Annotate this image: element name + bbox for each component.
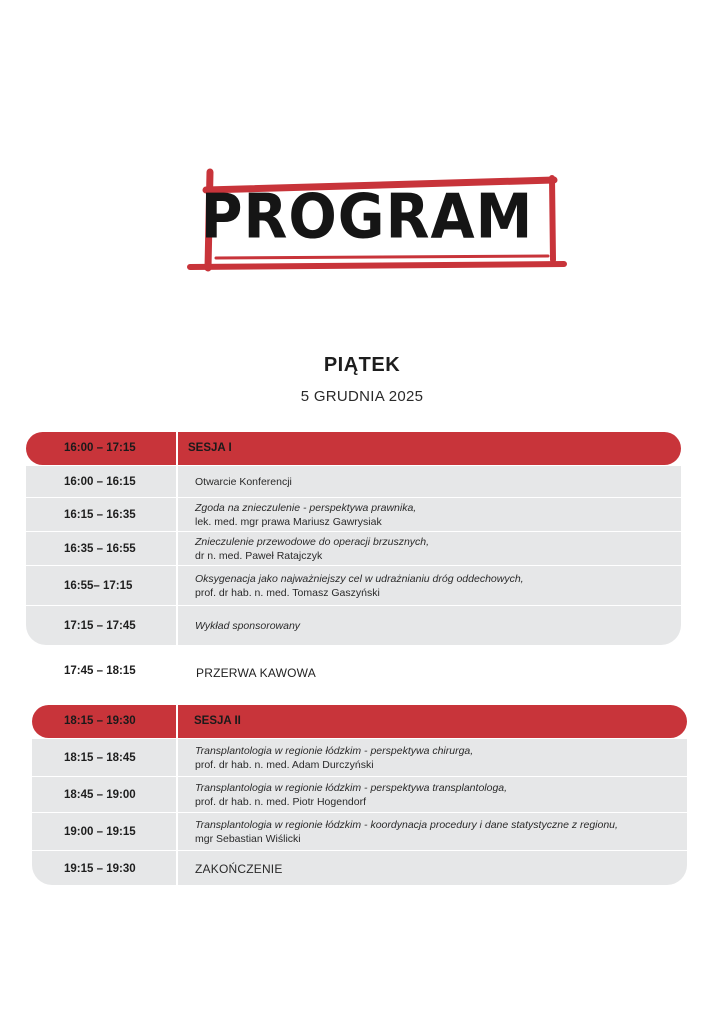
session-2-table bbox=[32, 738, 687, 885]
table-row bbox=[32, 812, 687, 851]
table-row bbox=[26, 605, 681, 646]
session-2-title: SESJA II bbox=[194, 715, 241, 727]
row-desc bbox=[195, 566, 524, 606]
row-desc bbox=[195, 606, 300, 646]
row-time: 18:15 – 18:45 bbox=[64, 752, 136, 764]
row-speaker: prof. dr hab. n. med. Piotr Hogendorf bbox=[195, 796, 367, 808]
table-row bbox=[26, 565, 681, 606]
row-time: 16:35 – 16:55 bbox=[64, 543, 136, 555]
session-2-time: 18:15 – 19:30 bbox=[64, 715, 136, 727]
session-2-header bbox=[32, 705, 687, 738]
row-title: Transplantologia w regionie łódzkim - perspektywa chirurga, bbox=[195, 745, 474, 757]
row-desc bbox=[195, 466, 292, 498]
day-name: PIĄTEK bbox=[323, 354, 401, 376]
row-time: 16:00 – 16:15 bbox=[64, 476, 136, 488]
row-time: 16:55– 17:15 bbox=[64, 580, 133, 592]
row-speaker: lek. med. mgr prawa Mariusz Gawrysiak bbox=[195, 516, 382, 528]
session-1-header bbox=[26, 432, 681, 465]
break-time: 17:45 – 18:15 bbox=[64, 665, 136, 677]
row-time: 16:15 – 16:35 bbox=[64, 509, 136, 521]
row-title: Transplantologia w regionie łódzkim - koordynacja procedury i dane statystyczne z regionu, bbox=[195, 819, 618, 831]
program-title: PROGRAM bbox=[200, 181, 534, 253]
row-time: 18:45 – 19:00 bbox=[64, 789, 136, 801]
row-desc bbox=[195, 851, 283, 886]
session-1-time: 16:00 – 17:15 bbox=[64, 442, 136, 454]
table-row bbox=[32, 850, 687, 886]
table-row bbox=[32, 738, 687, 777]
row-speaker: prof. dr hab. n. med. Adam Durczyński bbox=[195, 759, 374, 771]
row-speaker: prof. dr hab. n. med. Tomasz Gaszyński bbox=[195, 587, 380, 599]
row-title: Znieczulenie przewodowe do operacji brzusznych, bbox=[195, 536, 430, 548]
row-title: Wykład sponsorowany bbox=[195, 620, 301, 632]
row-desc bbox=[195, 813, 618, 851]
row-time: 19:00 – 19:15 bbox=[64, 826, 136, 838]
table-row bbox=[32, 776, 687, 813]
row-time: 17:15 – 17:45 bbox=[64, 620, 136, 632]
session-2-divider bbox=[176, 705, 178, 738]
day-date: 5 GRUDNIA 2025 bbox=[300, 388, 424, 405]
row-title: Zgoda na znieczulenie - perspektywa prawnika, bbox=[195, 502, 417, 514]
table-row bbox=[26, 465, 681, 498]
table-row bbox=[26, 531, 681, 566]
row-desc bbox=[195, 777, 507, 813]
row-speaker: mgr Sebastian Wiślicki bbox=[195, 833, 301, 845]
row-desc bbox=[195, 739, 473, 777]
row-title: Transplantologia w regionie łódzkim - perspektywa transplantologa, bbox=[195, 782, 508, 794]
row-title: Otwarcie Konferencji bbox=[195, 476, 292, 488]
row-title: ZAKOŃCZENIE bbox=[195, 861, 283, 876]
break-label: PRZERWA KAWOWA bbox=[196, 666, 316, 680]
row-speaker: dr n. med. Paweł Ratajczyk bbox=[195, 550, 323, 562]
session-1-title: SESJA I bbox=[188, 442, 232, 454]
table-row bbox=[26, 497, 681, 532]
session-1-table bbox=[26, 465, 681, 645]
row-time: 19:15 – 19:30 bbox=[64, 862, 136, 875]
row-desc bbox=[195, 498, 416, 532]
session-1-divider bbox=[176, 432, 178, 465]
row-title: Oksygenacja jako najważniejszy cel w udrażnianiu dróg oddechowych, bbox=[195, 573, 524, 585]
row-desc bbox=[195, 532, 429, 566]
